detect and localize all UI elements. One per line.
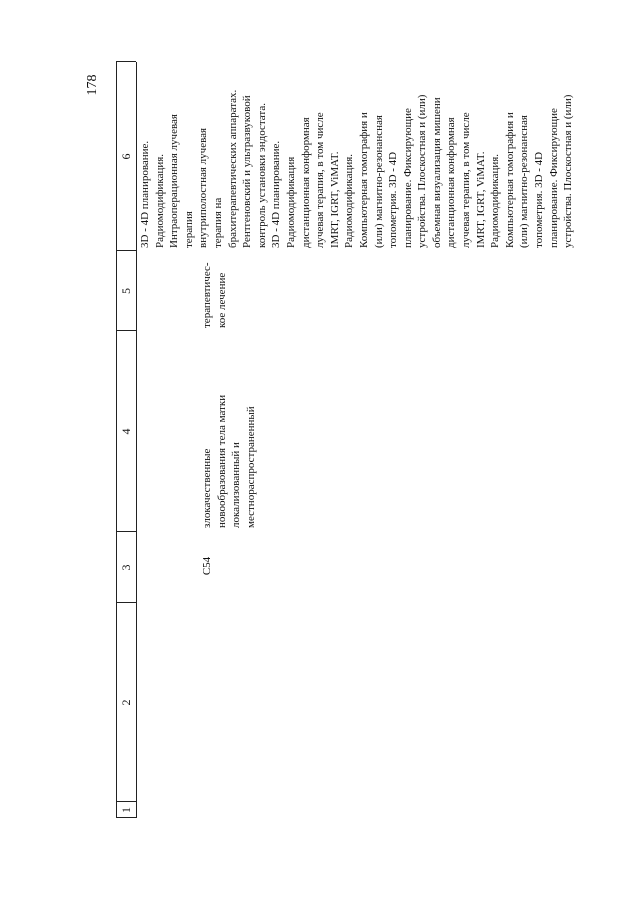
method-line: Компьютерная томография и [357,112,370,248]
diagnosis-cell [200,333,258,528]
diagnosis-line: местнораспространенный [244,406,257,528]
method-line: объемная визуализация мишени [430,97,443,248]
diagnosis-line: новообразования тела матки [215,394,228,528]
method-line: дистанционная конформная [299,117,312,248]
method-line: внутриполостная лучевая [197,127,210,248]
method-line: Радиомодификация [284,156,297,248]
treatment-methods-cell [138,62,576,248]
method-line: (или) магнитно-резонансная [372,115,385,248]
method-line: планирование. Фиксирующие [547,108,560,248]
treatment-type-cell [200,252,229,328]
method-line: лучевая терапия, в том числе [314,112,327,248]
method-line: контроль установки эндостата. [255,103,268,248]
method-line: 3D - 4D планирование. [270,140,283,248]
diagnosis-line: злокачественные [201,448,213,528]
method-line: планирование. Фиксирующие [401,108,414,248]
header-col-6: 6 [119,153,133,160]
header-col-2: 2 [119,699,133,706]
method-line: Интраоперационная лучевая [168,114,181,248]
method-line: топометрия. 3D - 4D [533,151,546,248]
table-container [116,62,581,818]
header-col-4: 4 [119,428,133,435]
method-line: IMRT, IGRT, ViMAT. [474,151,487,248]
method-line: IMRT, IGRT, ViMAT. [328,151,341,248]
method-line: Компьютерная томография и [503,112,516,248]
method-line: терапия [182,211,195,248]
method-line: 3D - 4D планирование. [139,140,151,248]
method-line: (или) магнитно-резонансная [518,115,531,248]
table-top-rule [116,62,117,818]
diagnosis-line: локализованный и [230,442,243,528]
treatment-line: терапевтичес- [201,262,213,328]
method-line: лучевая терапия, в том числе [460,112,473,248]
method-line: устройства. Плоскостная и (или) [562,94,575,248]
method-line: Радиомодификация. [489,153,502,248]
method-line: дистанционная конформная [445,117,458,248]
method-line: Рентгеновский и ультразвуковой [241,95,254,248]
header-col-3: 3 [119,564,133,571]
method-line: устройства. Плоскостная и (или) [416,94,429,248]
method-line: топометрия. 3D - 4D [387,151,400,248]
method-line: терапия на [211,197,224,248]
method-line: Радиомодификация. [153,153,166,248]
rotated-table [116,62,581,818]
header-col-5: 5 [119,288,133,294]
method-line: брахитерапевтических аппаратах. [226,89,239,248]
header-col-1: 1 [119,807,133,813]
method-line: Радиомодификация. [343,153,356,248]
treatment-line: кое лечение [215,272,228,328]
page-number: 178 [85,74,100,96]
icd-code-cell: C54 [201,556,213,576]
header-bottom-rule [136,62,137,818]
